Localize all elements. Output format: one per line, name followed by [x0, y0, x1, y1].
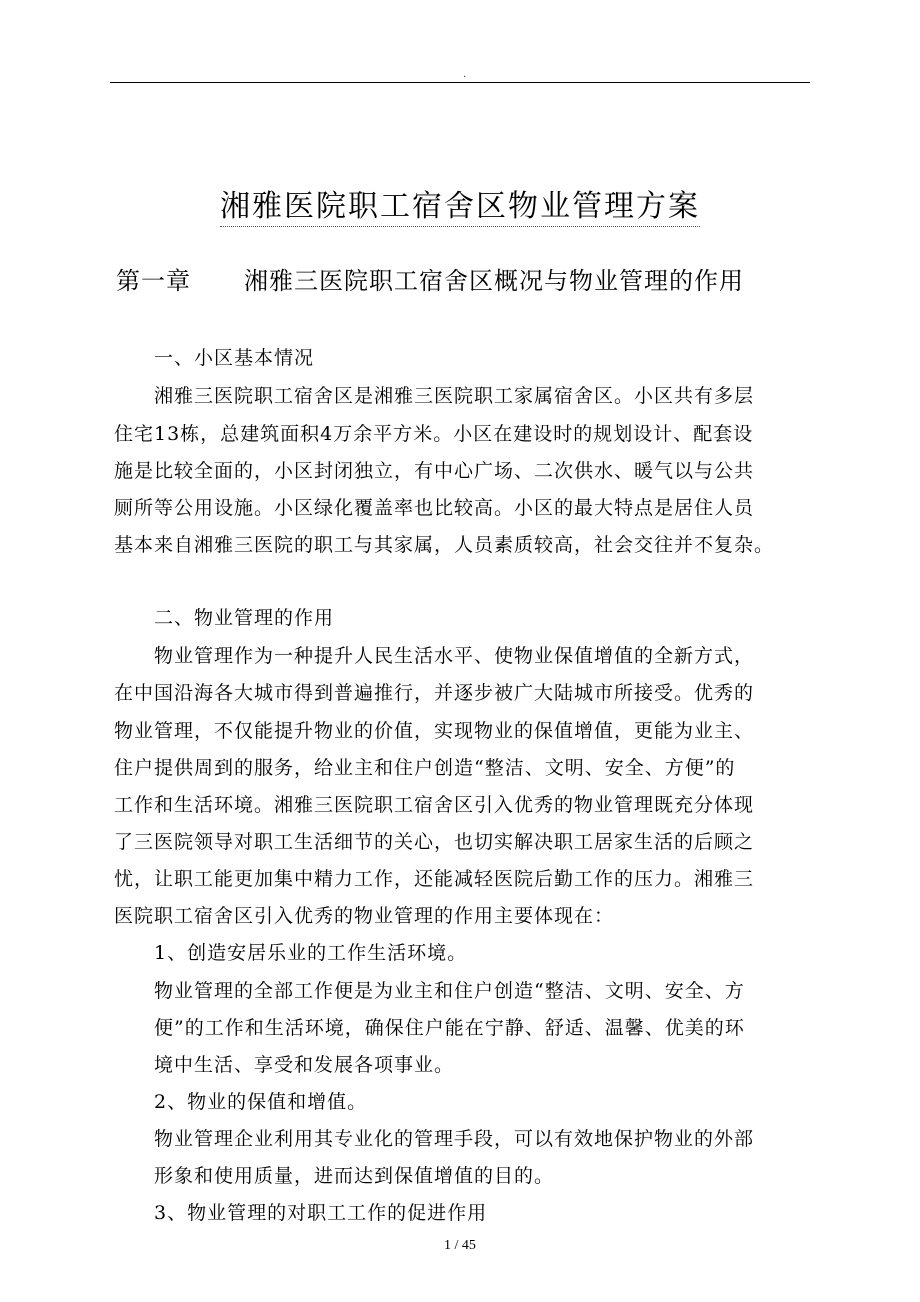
paragraph-line: 施是比较全面的，小区封闭独立，有中心广场、二次供水、暖气以与公共 [114, 460, 755, 482]
chapter-heading [116, 261, 744, 301]
section-heading-basic-info: 一、小区基本情况 [154, 347, 315, 369]
subsection-heading-2: 2、物业的保值和增值。 [154, 1091, 368, 1113]
paragraph-line: 厕所等公用设施。小区绿化覆盖率也比较高。小区的最大特点是居住人员 [114, 497, 755, 519]
chapter-number: 第一章 [116, 267, 191, 295]
document-title-text: 湘雅医院职工宿舍区物业管理方案 [220, 189, 700, 227]
header-rule [110, 82, 810, 83]
paragraph-line: 物业管理企业利用其专业化的管理手段，可以有效地保护物业的外部 [154, 1128, 755, 1150]
subsection-heading-3: 3、物业管理的对职工工作的促进作用 [154, 1202, 488, 1224]
page-number: 1 / 45 [444, 1238, 476, 1253]
paragraph-line: 物业管理的全部工作便是为业主和住户创造“整洁、文明、安全、方 [154, 980, 745, 1002]
paragraph-line: 境中生活、享受和发展各项事业。 [154, 1054, 455, 1076]
document-title [0, 185, 920, 229]
paragraph-line: 形象和使用质量，进而达到保值增值的目的。 [154, 1165, 555, 1187]
chapter-title: 湘雅三医院职工宿舍区概况与物业管理的作用 [244, 267, 744, 295]
paragraph-line: 在中国沿海各大城市得到普遍推行，并逐步被广大陆城市所接受。优秀的 [114, 682, 755, 704]
paragraph-line: 住宅13栋，总建筑面积4万余平方米。小区在建设时的规划设计、配套设 [114, 423, 754, 445]
subsection-heading-1: 1、创造安居乐业的工作生活环境。 [154, 942, 468, 964]
paragraph-line: 了三医院领导对职工生活细节的关心，也切实解决职工居家生活的后顾之 [114, 831, 755, 853]
paragraph-line: 便”的工作和生活环境，确保住户能在宁静、舒适、温馨、优美的环 [154, 1017, 745, 1039]
paragraph-line: 湘雅三医院职工宿舍区是湘雅三医院职工家属宿舍区。小区共有多层 [154, 385, 755, 407]
section-heading-role: 二、物业管理的作用 [154, 607, 335, 629]
paragraph-line: 医院职工宿舍区引入优秀的物业管理的作用主要体现在： [114, 905, 615, 927]
paragraph-line: 物业管理，不仅能提升物业的价值，实现物业的保值增值，更能为业主、 [114, 720, 755, 742]
paragraph-line: 物业管理作为一种提升人民生活水平、使物业保值增值的全新方式， [154, 645, 755, 667]
paragraph-line: 住户提供周到的服务，给业主和住户创造“整洁、文明、安全、方便”的 [114, 757, 736, 779]
paragraph-line: 工作和生活环境。湘雅三医院职工宿舍区引入优秀的物业管理既充分体现 [114, 794, 755, 816]
paragraph-line: 忧，让职工能更加集中精力工作，还能减轻医院后勤工作的压力。湘雅三 [114, 868, 755, 890]
header-mark: . [463, 69, 467, 80]
paragraph-line: 基本来自湘雅三医院的职工与其家属，人员素质较高，社会交往并不复杂。 [114, 534, 775, 556]
